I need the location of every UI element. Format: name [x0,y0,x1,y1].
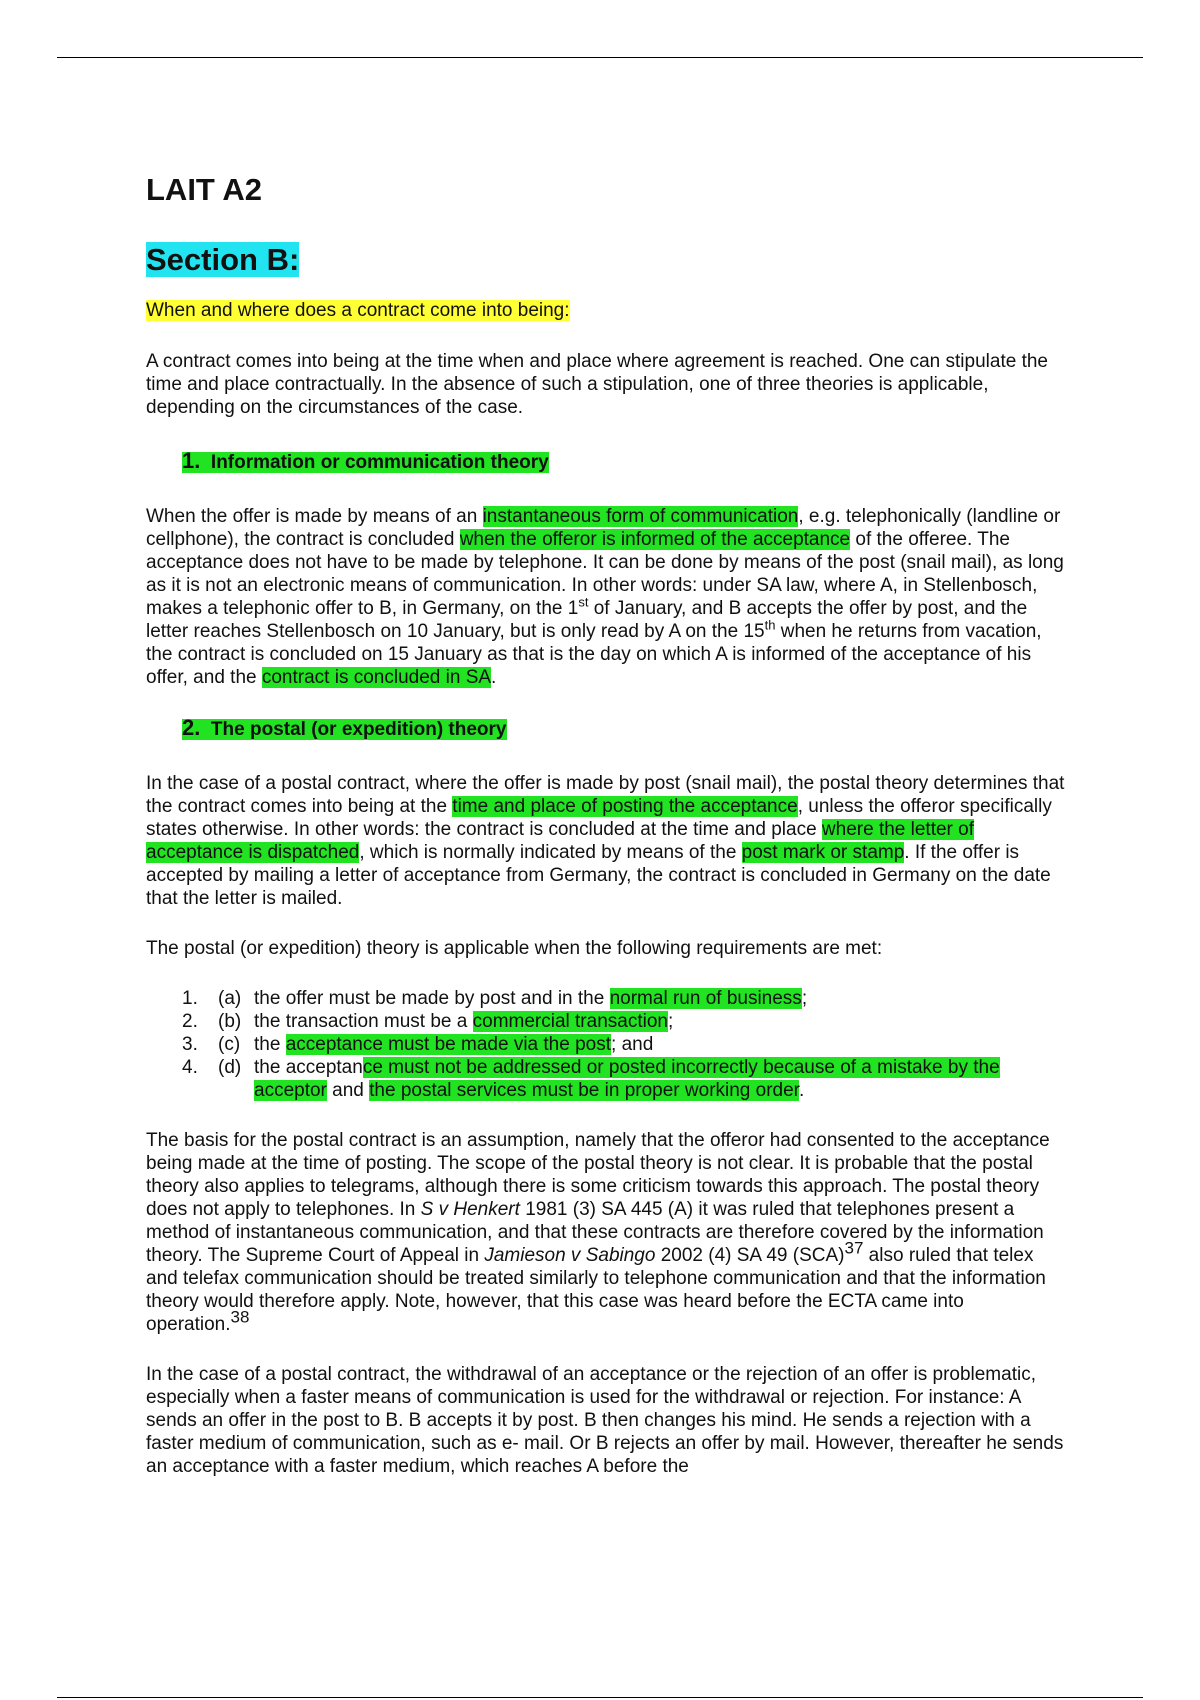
list-item-text [254,1010,1066,1033]
t1-text-c: of the offeree. The acceptance does not have to be made by telephone. It can be done by means of the post (snail mail), as long as it is not an electronic means of communication. In other words: under SA law, where A, in Stellenbosch, makes a telephonic offer to B, in Germany, on the 1 [146,529,1064,619]
list-item-text [254,1056,1066,1102]
list-item-label: (d) [218,1057,242,1078]
t2-text-b: , unless the offeror specifically states otherwise. In other words: the contract is concluded at the time and place [146,796,1052,840]
req4-text-b: and [326,1080,370,1101]
basis-text-c: 2002 (4) SA 49 (SCA) [655,1245,845,1266]
list-item-label: (b) [218,1011,242,1032]
t2-highlight-2: where the letter of acceptance is dispatched [146,819,975,863]
bottom-rule [57,1697,1143,1698]
req4-text-c: . [798,1080,805,1101]
theory1-title: Information or communication theory [210,452,549,473]
list-item-label: (c) [218,1034,241,1055]
t1-highlight-2: when the offeror is informed of the acceptance [459,529,851,550]
t1-text-d: of January, and B accepts the offer by post, and the letter reaches Stellenbosch on 10 January, but is only read by A on the 15 [146,598,1028,642]
t1-highlight-3: contract is concluded in SA [261,667,492,688]
question-heading [146,298,1066,324]
document-title: LAIT A2 [146,172,262,207]
withdrawal-paragraph: In the case of a postal contract, the withdrawal of an acceptance or the rejection of an offer is problematic, especially when a faster means of communication is used for the withdrawal or rejection. For instance: A sends an offer in the post to B. B accepts it by post. B then changes his mind. He sends a rejection with a faster medium of communication, such as e- mail. Or B rejects an offer by mail. However, thereafter he sends an acceptance with a faster medium, which reaches A before the [146,1364,1064,1477]
req3-highlight: acceptance must be made via the post [285,1034,612,1055]
basis-text-a: The basis for the postal contract is an assumption, namely that the offeror had consented to the acceptance being made at the time of posting. The scope of the postal theory is not clear. It is probable that the postal theory also applies to telegrams, although there is some criticism towards this approach. The postal theory does not apply to telephones. In [146,1130,1050,1220]
case-name-jamieson: Jamieson v Sabingo [484,1245,656,1266]
theory2-paragraph [146,772,1066,910]
requirements-list [146,987,1066,1102]
list-item-text [254,987,1066,1010]
basis-paragraph [146,1129,1066,1336]
theory2-title: The postal (or expedition) theory [210,719,507,740]
t1-sup-1: st [578,594,589,610]
list-item-number: 4. [182,1057,198,1078]
t2-text-a: In the case of a postal contract, where the offer is made by post (snail mail), the postal theory determines that the contract comes into being at the [146,773,1065,817]
req3-text-b: ; and [611,1034,654,1055]
req4-text-a: the acceptan [254,1057,363,1078]
footnote-ref-37: 37 [844,1238,864,1258]
t1-text-b: , e.g. telephonically (landline or cellphone), the contract is concluded [146,506,1061,550]
theory2-number: 2. [182,715,201,740]
basis-text-d: also ruled that telex and telefax communication should be treated similarly to telephone communication and that the information theory would therefore apply. Note, however, that this case was heard before the ECTA came into operation. [146,1245,1046,1335]
list-item-label: (a) [218,988,242,1009]
list-item [146,1056,1066,1102]
t1-sup-2: th [764,617,776,633]
list-item-number: 3. [182,1034,198,1055]
list-item [146,1010,1066,1033]
t1-text-e: when he returns from vacation, the contract is concluded on 15 January as that is the day on which A is informed of the acceptance of his offer, and the [146,621,1042,688]
req1-highlight: normal run of business [609,988,802,1009]
list-item [146,1033,1066,1056]
theory1-paragraph [146,505,1066,689]
t1-text-f: . [491,667,497,688]
intro-paragraph: A contract comes into being at the time when and place where agreement is reached. One can stipulate the time and place contractually. In the absence of such a stipulation, one of three theories is applicable, depending on the circumstances of the case. [146,351,1048,418]
t2-highlight-1: time and place of posting the acceptance [452,796,798,817]
req1-text-a: the offer must be made by post and in the [254,988,610,1009]
t1-text-a: When the offer is made by means of an [146,506,483,527]
top-rule [57,57,1143,58]
list-item-text [254,1033,1066,1056]
list-item [146,987,1066,1010]
list-item-number: 1. [182,988,198,1009]
req3-text-a: the [254,1034,286,1055]
t2-highlight-3: post mark or stamp [741,842,905,863]
document-page [146,170,1066,1478]
req2-highlight: commercial transaction [472,1011,668,1032]
theory1-number: 1. [182,448,201,473]
list-item-number: 2. [182,1011,198,1032]
section-heading [146,240,1066,280]
theory2-heading [146,714,1066,744]
t1-highlight-1: instantaneous form of communication [482,506,799,527]
req2-text-b: ; [667,1011,674,1032]
section-title: Section B: [146,242,300,277]
req4-highlight-2: the postal services must be in proper working order [369,1080,799,1101]
req2-text-a: the transaction must be a [254,1011,473,1032]
case-name-henkert: S v Henkert [420,1199,520,1220]
req4-highlight-1: ce must not be addressed or posted incorrectly because of a mistake by the acceptor [254,1057,1000,1101]
req1-text-b: ; [801,988,808,1009]
t2-text-d: . If the offer is accepted by mailing a letter of acceptance from Germany, the contract is concluded in Germany on the date that the letter is mailed. [146,842,1051,909]
footnote-ref-38: 38 [230,1307,250,1327]
question-text: When and where does a contract come into being: [146,300,570,321]
requirements-intro: The postal (or expedition) theory is applicable when the following requirements are met: [146,938,883,959]
t2-text-c: , which is normally indicated by means of the [359,842,742,863]
basis-text-b: 1981 (3) SA 445 (A) it was ruled that telephones present a method of instantaneous communication, and that these contracts are therefore covered by the information theory. The Supreme Court of Appeal in [146,1199,1044,1266]
theory1-heading [146,447,1066,477]
